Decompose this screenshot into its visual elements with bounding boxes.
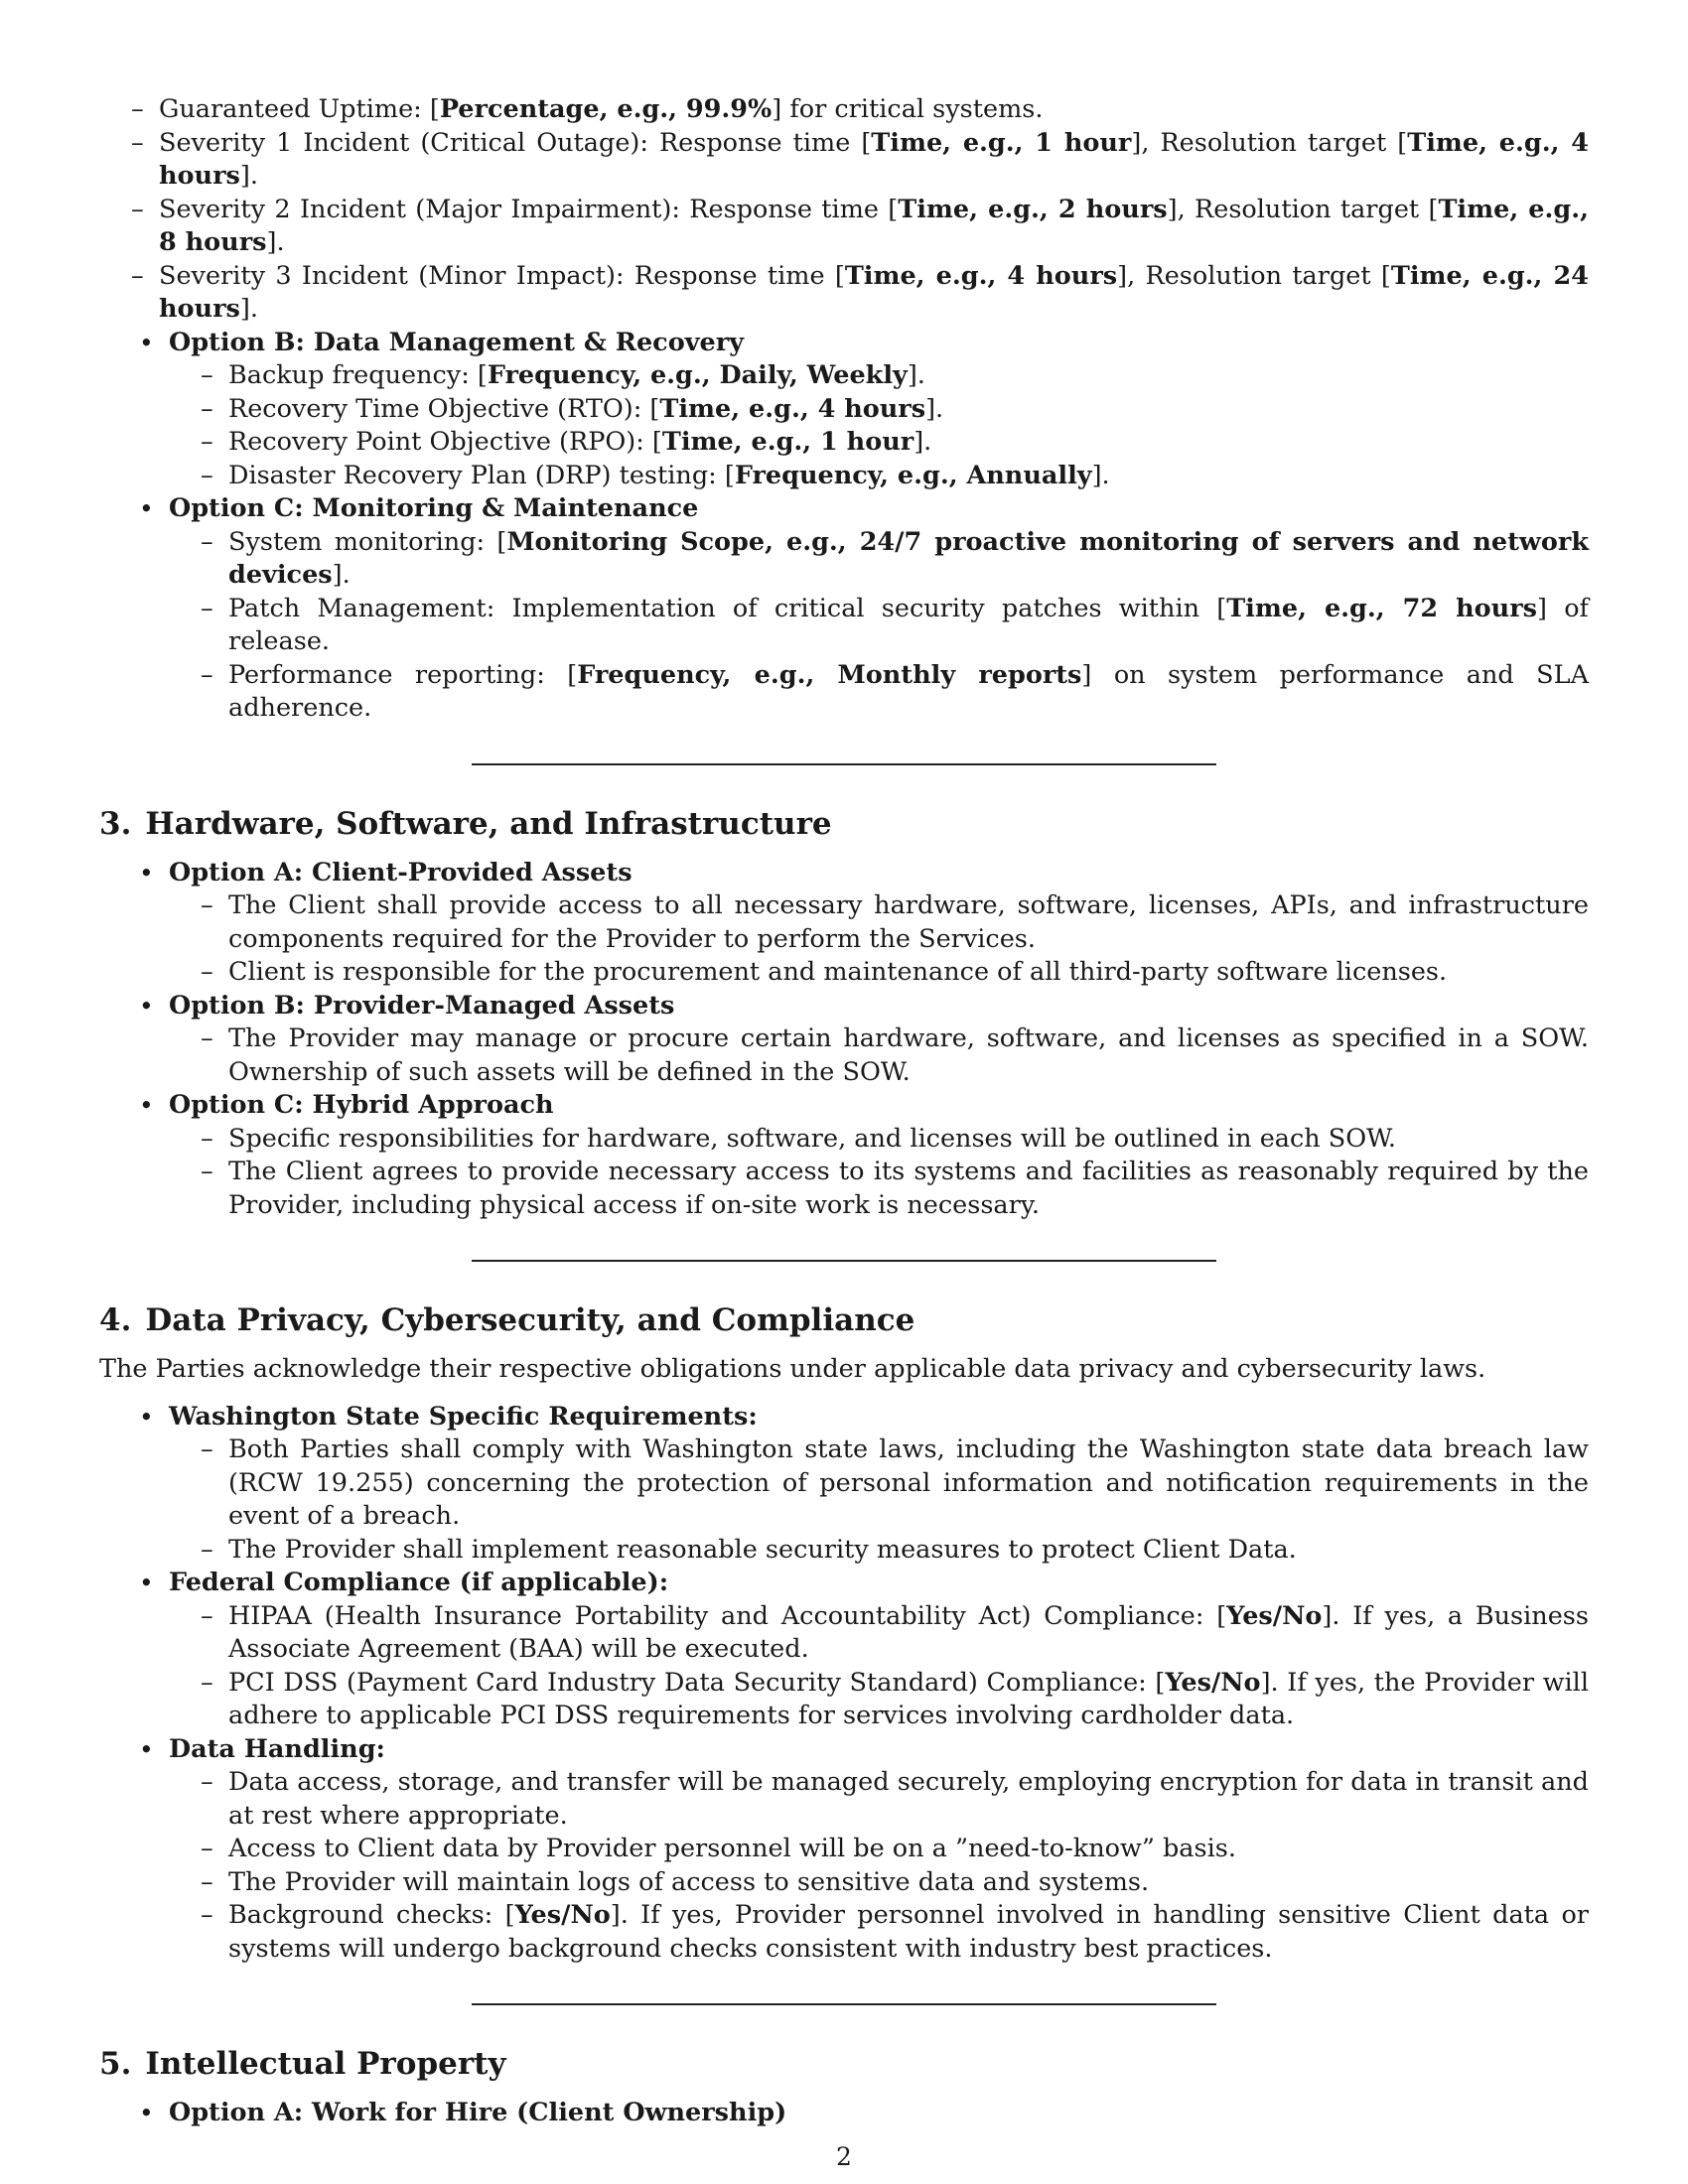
option-c-sublist: [169, 1123, 1589, 1223]
placeholder-value: Yes/No: [1165, 1667, 1261, 1698]
placeholder-value: Frequency, e.g., Monthly reports: [577, 659, 1082, 690]
rpo-item: [169, 426, 1589, 460]
sec2-optA-sublist: [99, 93, 1589, 327]
section-number: 4.: [99, 1302, 132, 1338]
option-c-item: [99, 492, 1589, 726]
item-text: Recovery Time Objective (RTO): [: [228, 393, 660, 424]
section-number: 5.: [99, 2046, 132, 2082]
data-handling-item: [99, 1733, 1589, 1967]
pci-item: [169, 1667, 1589, 1733]
placeholder-value: Time, e.g., 4 hours: [159, 127, 1589, 191]
federal-sublist: [169, 1600, 1589, 1733]
list-item: – Both Parties shall comply with Washington state laws, including the Washington state data breach law (RCW 19.255) concerning the protection of personal information and notification requirements in the event of a breach.: [169, 1433, 1589, 1534]
item-text: ], Resolution target [: [1167, 194, 1439, 224]
item-text: ].: [239, 161, 258, 191]
uptime-item: [99, 93, 1589, 127]
placeholder-value: Time, e.g., 4 hours: [844, 260, 1118, 291]
item-text: ], Resolution target [: [1131, 127, 1408, 158]
list-item: – The Provider may manage or procure certain hardware, software, and licenses as specified in a SOW. Ownership of such assets will be defined in the SOW.: [169, 1023, 1589, 1089]
item-text: Guaranteed Uptime: [: [159, 94, 440, 124]
item-text: ], Resolution target [: [1117, 260, 1391, 291]
placeholder-value: Time, e.g., 24 hours: [159, 260, 1589, 324]
placeholder-value: Time, e.g., 2 hours: [898, 194, 1168, 224]
federal-item: [99, 1567, 1589, 1733]
option-a-item: [99, 857, 1589, 990]
document-page: [99, 93, 1589, 2130]
washington-item: [99, 1401, 1589, 1568]
item-text: Severity 3 Incident (Minor Impact): Response time [: [159, 260, 845, 291]
sec5-options-list: [99, 2097, 1589, 2130]
subsection-title: Data Handling:: [169, 1733, 385, 1764]
section-intro: The Parties acknowledge their respective obligations under applicable data privacy and cybersecurity laws.: [99, 1354, 1486, 1384]
placeholder-value: Time, e.g., 1 hour: [661, 427, 914, 457]
list-item: – The Client agrees to provide necessary access to its systems and facilities as reasonably required by the Provider, including physical access if on-site work is necessary.: [169, 1156, 1589, 1222]
subsection-title: Federal Compliance (if applicable):: [169, 1568, 669, 1597]
section-divider: [472, 2003, 1216, 2005]
section-number: 3.: [99, 805, 132, 842]
item-text: ].: [907, 360, 925, 390]
item-text: ].: [1091, 460, 1110, 490]
sec3-options-list: [99, 857, 1589, 1223]
item-text: ].: [266, 227, 285, 257]
placeholder-value: Percentage, e.g., 99.9%: [439, 94, 773, 124]
placeholder-value: Frequency, e.g., Annually: [734, 460, 1092, 490]
section-heading: [99, 1301, 1589, 1339]
option-a-sublist: [169, 889, 1589, 990]
page-number: 2: [836, 2142, 852, 2171]
option-title: Option B: Provider-Managed Assets: [169, 990, 675, 1021]
washington-sublist: [169, 1433, 1589, 1567]
section-heading: [99, 2045, 1589, 2083]
placeholder-value: Time, e.g., 4 hours: [659, 393, 926, 424]
item-text: ]. If yes, Provider personnel involved in handling sensitive Client data or systems will undergo background checks consistent with industry best practices.: [228, 1900, 1589, 1964]
list-item: – Specific responsibilities for hardware, software, and licenses will be outlined in each SOW.: [169, 1123, 1589, 1157]
item-text: Performance reporting: [: [228, 659, 578, 690]
option-c-item: [99, 1089, 1589, 1222]
item-text: ].: [332, 560, 351, 590]
placeholder-value: Yes/No: [514, 1900, 611, 1930]
placeholder-value: Yes/No: [1226, 1600, 1323, 1631]
list-item: – The Provider shall implement reasonable security measures to protect Client Data.: [169, 1534, 1589, 1568]
item-text: Severity 1 Incident (Critical Outage): Response time [: [159, 127, 872, 158]
option-b-sublist: [169, 1023, 1589, 1089]
sec2-options-list: [99, 327, 1589, 726]
item-text: ] for critical systems.: [772, 94, 1044, 124]
option-title: Option A: Work for Hire (Client Ownership): [169, 2098, 787, 2127]
sev1-item: [99, 127, 1589, 194]
list-item: – The Provider will maintain logs of access to sensitive data and systems.: [169, 1866, 1589, 1900]
backup-item: [169, 359, 1589, 393]
placeholder-value: Monitoring Scope, e.g., 24/7 proactive monitoring of servers and network devices: [228, 526, 1589, 590]
rto-item: [169, 393, 1589, 427]
item-text: ].: [925, 393, 944, 424]
item-text: Severity 2 Incident (Major Impairment): Response time [: [159, 194, 899, 224]
section-title: Intellectual Property: [145, 2046, 506, 2082]
monitoring-item: [169, 526, 1589, 593]
option-c-sublist: [169, 526, 1589, 726]
placeholder-value: Time, e.g., 1 hour: [871, 127, 1132, 158]
placeholder-value: Time, e.g., 72 hours: [1226, 593, 1538, 623]
placeholder-value: Frequency, e.g., Daily, Weekly: [487, 360, 908, 390]
background-check-item: [169, 1899, 1589, 1966]
list-item: – Access to Client data by Provider personnel will be on a ”need-to-know” basis.: [169, 1833, 1589, 1866]
option-b-item: [99, 990, 1589, 1090]
perf-item: [169, 659, 1589, 726]
option-b-sublist: [169, 359, 1589, 492]
item-text: ]. If yes, a Business Associate Agreement (BAA) will be executed.: [228, 1600, 1589, 1664]
placeholder-value: Time, e.g., 8 hours: [159, 194, 1589, 257]
sev3-item: [99, 260, 1589, 327]
list-item: – The Client shall provide access to all necessary hardware, software, licenses, APIs, and infrastructure components required for the Provider to perform the Services.: [169, 889, 1589, 956]
item-text: ]. If yes, the Provider will adhere to applicable PCI DSS requirements for services involving cardholder data.: [228, 1667, 1589, 1730]
section-title: Data Privacy, Cybersecurity, and Compliance: [145, 1302, 915, 1338]
sec4-list: [99, 1401, 1589, 1967]
option-title: Option B: Data Management & Recovery: [169, 327, 745, 357]
section-divider: [472, 1260, 1216, 1262]
patch-item: [169, 593, 1589, 659]
drp-item: [169, 460, 1589, 493]
item-text: Recovery Point Objective (RPO): [: [228, 427, 662, 457]
option-title: Option C: Hybrid Approach: [169, 1090, 554, 1120]
section-divider: [472, 763, 1216, 765]
option-title: Option C: Monitoring & Maintenance: [169, 493, 699, 523]
item-text: ] of release.: [228, 593, 1589, 656]
item-text: Patch Management: Implementation of critical security patches within [: [228, 593, 1227, 623]
item-text: ] on system performance and SLA adherence.: [228, 659, 1589, 723]
item-text: System monitoring: [: [228, 526, 507, 557]
option-b-item: [99, 327, 1589, 493]
subsection-title: Washington State Specific Requirements:: [169, 1401, 758, 1432]
section-heading: [99, 805, 1589, 843]
list-item: – Client is responsible for the procurement and maintenance of all third-party software licenses.: [169, 956, 1589, 990]
option-a-item: [99, 2097, 1589, 2130]
item-text: Background checks: [: [228, 1900, 515, 1930]
sev2-item: [99, 194, 1589, 260]
item-text: ].: [914, 427, 932, 457]
list-item: – Data access, storage, and transfer will be managed securely, employing encryption for data in transit and at rest where appropriate.: [169, 1766, 1589, 1833]
hipaa-item: [169, 1600, 1589, 1667]
item-text: PCI DSS (Payment Card Industry Data Security Standard) Compliance: [: [228, 1667, 1166, 1698]
item-text: HIPAA (Health Insurance Portability and Accountability Act) Compliance: [: [228, 1600, 1227, 1631]
item-text: ].: [239, 294, 258, 324]
data-handling-sublist: [169, 1766, 1589, 1966]
option-title: Option A: Client-Provided Assets: [169, 857, 633, 887]
section-title: Hardware, Software, and Infrastructure: [145, 805, 832, 842]
item-text: Disaster Recovery Plan (DRP) testing: [: [228, 460, 735, 490]
item-text: Backup frequency: [: [228, 360, 488, 390]
